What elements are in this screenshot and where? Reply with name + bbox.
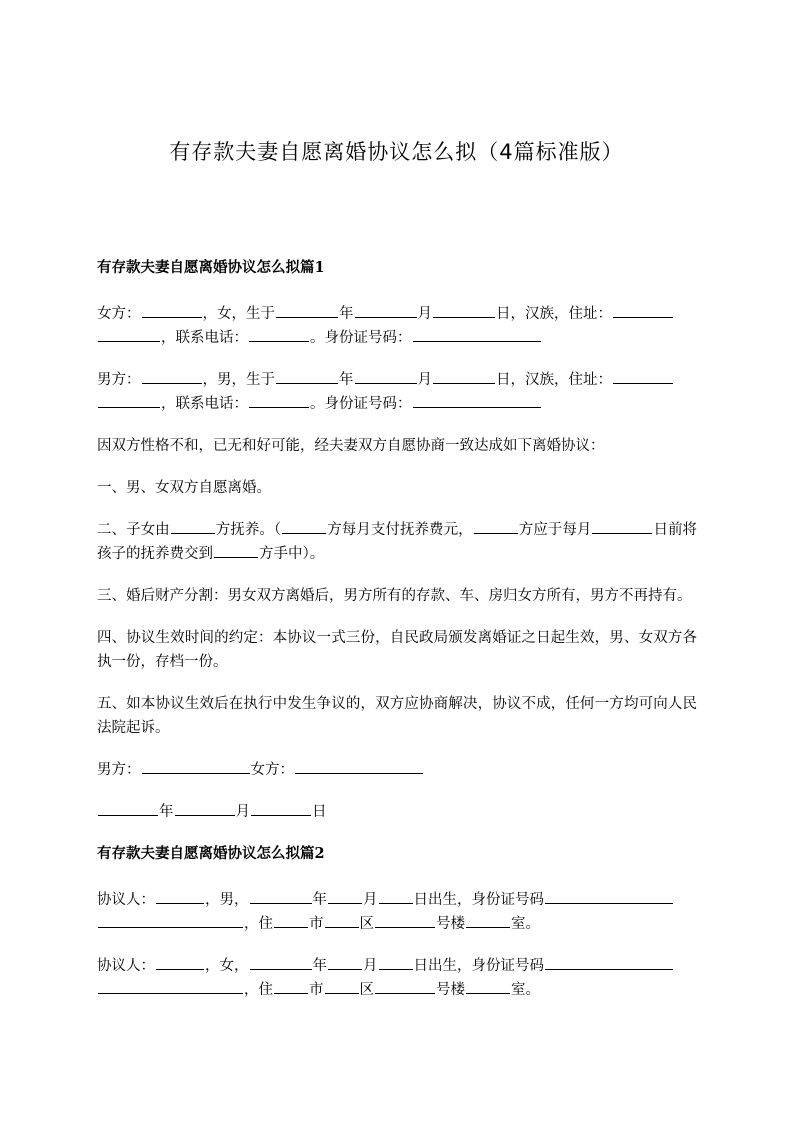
- room-text: 室。: [511, 982, 540, 998]
- year-text: 年: [312, 892, 327, 908]
- year-text: 年: [339, 372, 354, 388]
- address-blank-cont[interactable]: [98, 392, 160, 408]
- female-signature-blank[interactable]: [295, 758, 423, 774]
- room-blank[interactable]: [466, 912, 510, 928]
- receiver-party-blank[interactable]: [214, 542, 258, 558]
- birth-day-blank[interactable]: [433, 302, 495, 318]
- id-number-blank-cont[interactable]: [98, 978, 243, 994]
- district-text: 区: [359, 916, 374, 932]
- party-sex-text: ，女，: [205, 958, 249, 974]
- building-text: 号楼: [436, 916, 465, 932]
- clause-2: [97, 518, 697, 566]
- birth-month-blank[interactable]: [355, 302, 417, 318]
- nation-address-text: 日，汉族，住址：: [496, 372, 612, 388]
- month-text: 月: [417, 306, 432, 322]
- clause-4: 四、协议生效时间的约定：本协议一式三份，自民政局颁发离婚证之日起生效，男、女双方各执一份，存档一份。: [97, 630, 697, 670]
- male-sex-text: ，男，生于: [202, 372, 275, 388]
- city-blank[interactable]: [274, 978, 308, 994]
- article-1-heading: 有存款夫妻自愿离婚协议怎么拟篇1: [97, 259, 325, 276]
- payment-day-blank[interactable]: [592, 518, 652, 534]
- birth-day-blank[interactable]: [379, 954, 413, 970]
- building-blank[interactable]: [375, 912, 435, 928]
- phone-text: ，联系电话：: [161, 330, 248, 346]
- party-sex-text: ，男，: [205, 892, 249, 908]
- clause-2-text-f: 方手中）。: [259, 546, 325, 562]
- party-name-blank[interactable]: [156, 954, 204, 970]
- sign-month-text: 月: [235, 804, 250, 820]
- birth-year-blank[interactable]: [276, 368, 338, 384]
- signature-female-label: 女方：: [250, 762, 294, 778]
- clause-2-text-e: 日前将孩子的抚养费交到: [97, 522, 698, 562]
- id-text: 。身份证号码：: [310, 330, 412, 346]
- female-sex-text: ，女，生于: [202, 306, 275, 322]
- payer-party-blank-2[interactable]: [474, 518, 518, 534]
- clause-2-text-b: 方抚养。（: [215, 522, 282, 538]
- birth-month-blank[interactable]: [328, 954, 362, 970]
- room-blank[interactable]: [466, 978, 510, 994]
- phone-blank[interactable]: [249, 392, 309, 408]
- month-text: 月: [363, 958, 378, 974]
- year-text: 年: [312, 958, 327, 974]
- signature-male-label: 男方：: [97, 762, 141, 778]
- room-text: 室。: [511, 916, 540, 932]
- clause-1: 一、男、女双方自愿离婚。: [97, 480, 271, 496]
- city-blank[interactable]: [274, 912, 308, 928]
- party-label: 协议人：: [97, 958, 155, 974]
- birth-day-blank[interactable]: [379, 888, 413, 904]
- sign-year-blank[interactable]: [98, 800, 158, 816]
- district-blank[interactable]: [325, 912, 359, 928]
- birth-year-blank[interactable]: [250, 954, 312, 970]
- sign-day-text: 日: [312, 804, 327, 820]
- male-label: 男方：: [97, 372, 141, 388]
- birth-year-blank[interactable]: [276, 302, 338, 318]
- nation-address-text: 日，汉族，住址：: [496, 306, 612, 322]
- building-blank[interactable]: [375, 978, 435, 994]
- live-text: ，住: [244, 982, 273, 998]
- article-2-heading: 有存款夫妻自愿离婚协议怎么拟篇2: [97, 845, 325, 862]
- live-text: ，住: [244, 916, 273, 932]
- clause-5: 五、如本协议生效后在执行中发生争议的，双方应协商解决，协议不成，任何一方均可向人民法院起诉。: [97, 696, 697, 736]
- district-text: 区: [359, 982, 374, 998]
- sign-day-blank[interactable]: [251, 800, 311, 816]
- clause-2-text-d: 方应于每月: [518, 522, 592, 538]
- birth-day-blank[interactable]: [433, 368, 495, 384]
- month-text: 月: [417, 372, 432, 388]
- id-number-blank[interactable]: [545, 954, 673, 970]
- male-name-blank[interactable]: [142, 368, 202, 384]
- id-number-blank[interactable]: [545, 888, 673, 904]
- male-party-info: [97, 368, 697, 416]
- payer-party-blank[interactable]: [282, 518, 326, 534]
- city-text: 市: [309, 982, 324, 998]
- birth-month-blank[interactable]: [328, 888, 362, 904]
- month-text: 月: [363, 892, 378, 908]
- party-name-blank[interactable]: [156, 888, 204, 904]
- divorce-reason: 因双方性格不和，已无和好可能，经夫妻双方自愿协商一致达成如下离婚协议：: [97, 438, 605, 454]
- address-blank-cont[interactable]: [98, 326, 160, 342]
- address-blank[interactable]: [613, 368, 673, 384]
- signature-line: [97, 758, 697, 782]
- phone-blank[interactable]: [249, 326, 309, 342]
- id-blank[interactable]: [413, 392, 541, 408]
- party-label: 协议人：: [97, 892, 155, 908]
- clause-2-text-c: 方每月支付抚养费元，: [327, 522, 473, 538]
- party-2-info: [97, 954, 697, 1002]
- document-body: [97, 256, 697, 1020]
- id-blank[interactable]: [413, 326, 541, 342]
- id-number-blank-cont[interactable]: [98, 912, 243, 928]
- clause-2-text-a: 二、子女由: [97, 522, 170, 538]
- female-party-info: [97, 302, 697, 350]
- signing-date: [97, 800, 697, 824]
- address-blank[interactable]: [613, 302, 673, 318]
- id-text: 。身份证号码：: [310, 396, 412, 412]
- birth-year-blank[interactable]: [250, 888, 312, 904]
- birth-id-text: 日出生，身份证号码: [413, 892, 544, 908]
- phone-text: ，联系电话：: [161, 396, 248, 412]
- city-text: 市: [309, 916, 324, 932]
- year-text: 年: [339, 306, 354, 322]
- clause-3: 三、婚后财产分割：男女双方离婚后，男方所有的存款、车、房归女方所有，男方不再持有。: [97, 588, 692, 604]
- sign-year-text: 年: [159, 804, 174, 820]
- birth-month-blank[interactable]: [355, 368, 417, 384]
- document-title: 有存款夫妻自愿离婚协议怎么拟（4篇标准版）: [169, 140, 624, 164]
- birth-id-text: 日出生，身份证号码: [413, 958, 544, 974]
- female-name-blank[interactable]: [142, 302, 202, 318]
- male-signature-blank[interactable]: [142, 758, 250, 774]
- custody-party-blank[interactable]: [171, 518, 215, 534]
- party-1-info: [97, 888, 697, 936]
- building-text: 号楼: [436, 982, 465, 998]
- district-blank[interactable]: [325, 978, 359, 994]
- female-label: 女方：: [97, 306, 141, 322]
- sign-month-blank[interactable]: [175, 800, 235, 816]
